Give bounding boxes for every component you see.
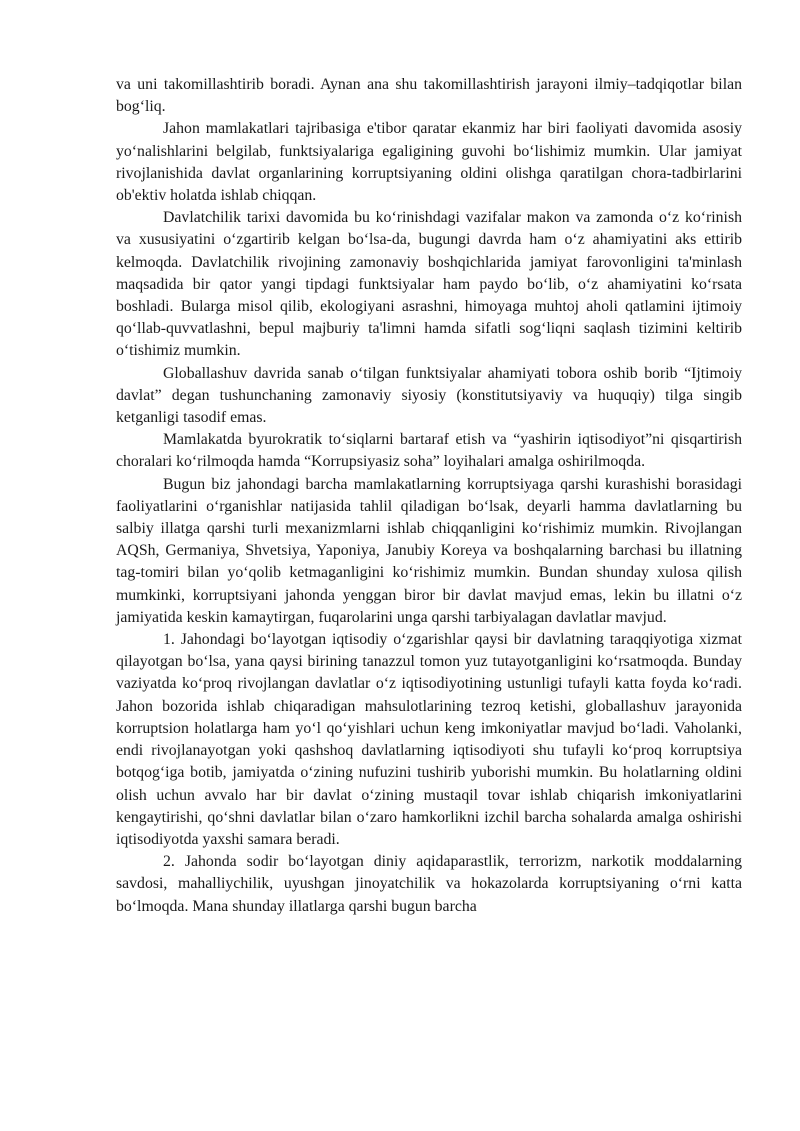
paragraph-anti-corruption-review: Bugun biz jahondagi barcha mamlakatlarning korruptsiyaga qarshi kurashishi borasidagi faoliyatlarini o‘rganishlar natijasida tahlil qiladigan bo‘lsak, deyarli hamma davlatlarning bu salbiy illatga qarshi turli mexanizmlarni ishlab chiqqanligini ko‘rishimiz mumkin. Rivojlangan AQSh, Germaniya, Shvetsiya, Yaponiya, Janubiy Koreya va boshqalarning barchasi bu illatning tag-tomiri bilan yo‘qolib ketmaganligini ko‘rishimiz mumkin. Bundan shunday xulosa qilish mumkinki, korruptsiyani jahonda yenggan biror bir davlat mavjud emas, lekin bu illatni o‘z jamiyatida keskin kamaytirgan, fuqarolarini unga qarshi tarbiyalagan davlatlar mavjud.: [116, 475, 742, 626]
paragraph-statehood-history: Davlatchilik tarixi davomida bu ko‘rinishdagi vazifalar makon va zamonda o‘z ko‘rinish va xususiyatini o‘zgartirib kelgan bo‘lsa-da, bugungi davrda ham o‘z ahamiyatini aks ettirib kelmoqda. Davlatchilik rivojining zamonaviy boshqichlarida jamiyat farovonligini ta'minlash maqsadida bir qator yangi tipdagi funktsiyalar ham paydo bo‘lib, o‘z ahamiyatini ko‘rsata boshladi. Bularga misol qilib, ekologiyani asrashni, himoyaga muhtoj aholi qatlamini ijtimoiy qo‘llab-quvvatlashni, bepul majburiy ta'limni hamda sifatli sog‘liqni saqlash tizimini keltirib o‘tishimiz mumkin.: [116, 209, 742, 360]
paragraph-bureaucracy: Mamlakatda byurokratik to‘siqlarni bartaraf etish va “yashirin iqtisodiyot”ni qisqartirish choralari ko‘rilmoqda hamda “Korrupsiyasiz soha” loyihalari amalga oshirilmoqda.: [116, 431, 742, 471]
paragraph-globalization: Globallashuv davrida sanab o‘tilgan funktsiyalar ahamiyati tobora oshib borib “Ijtimoiy davlat” degan tushunchaning zamonaviy siyosiy (konstitutsiyaviy va huquqiy) tilga singib ketganligi tasodif emas.: [116, 364, 742, 427]
paragraph-point-2-threats: 2. Jahonda sodir bo‘layotgan diniy aqidaparastlik, terrorizm, narkotik moddalarning savdosi, mahalliychilik, uyushgan jinoyatchilik va hokazolarda korruptsiyaning o‘rni katta bo‘lmoqda. Mana shunday illatlarga qarshi bugun barcha: [116, 853, 742, 915]
document-page: [116, 74, 742, 918]
paragraph-continuation: va uni takomillashtirib boradi. Aynan ana shu takomillashtirish jarayoni ilmiy–tadqiqotlar bilan bog‘liq.: [116, 76, 742, 116]
paragraph-point-1-economy: 1. Jahondagi bo‘layotgan iqtisodiy o‘zgarishlar qaysi bir davlatning taraqqiyotiga xizmat qilayotgan bo‘lsa, yana qaysi birining tanazzul tomon yuz tutayotganligini ko‘rsatmoqda. Bunday vaziyatda ko‘proq rivojlangan davlatlar o‘z iqtisodiyotining ustunligi tufayli katta foyda ko‘radi. Jahon bozorida ishlab chiqaradigan mahsulotlarining tezroq ketishi, globallashuv jarayonida korruptsion holatlarga ham yo‘l qo‘yishlari uchun keng imkoniyatlar mavjud bo‘ladi. Vaholanki, endi rivojlanayotgan yoki qashshoq davlatlarning iqtisodiyoti shu tufayli ko‘proq korruptsiya botqog‘iga botib, jamiyatda o‘zining nufuzini tushirib yuborishi mumkin. Bu holatlarning oldini olish uchun avvalo har bir davlat o‘zining mustaqil tovar ishlab chiqarish imkoniyatlarini kengaytirishi, qo‘shni davlatlar bilan o‘zaro hamkorlikni izchil barcha sohalarda amalga oshirishi iqtisodiyotda yaxshi samara beradi.: [116, 631, 742, 848]
paragraph-world-experience: Jahon mamlakatlari tajribasiga e'tibor qaratar ekanmiz har biri faoliyati davomida asosiy yo‘nalishlarini belgilab, funktsiyalariga egaligining guvohi bo‘lishimiz mumkin. Ular jamiyat rivojlanishida davlat organlarining korruptsiyaning oldini olishga qaratilgan chora-tadbirlarini ob'ektiv holatda ishlab chiqqan.: [116, 120, 742, 205]
